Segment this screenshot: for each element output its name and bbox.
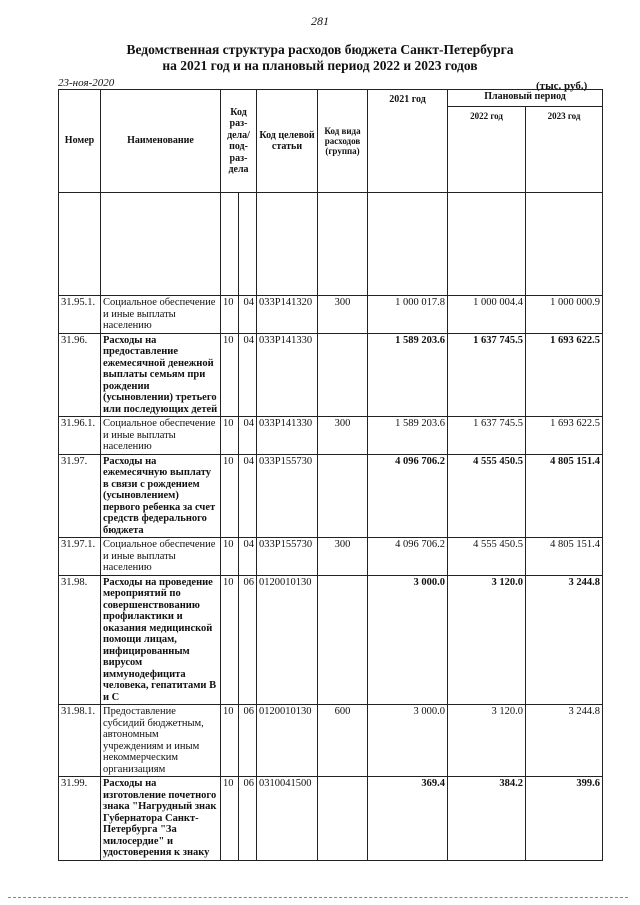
row-amount-2021: 1 589 203.6	[368, 333, 448, 417]
row-target-code: 033P141330	[257, 417, 318, 455]
row-expense-type: 300	[318, 538, 368, 576]
header-section-code: Код раз-дела/ под-раз-дела	[221, 90, 257, 193]
table-row	[59, 538, 603, 576]
row-amount-2023: 3 244.8	[526, 705, 603, 777]
row-subsection-code: 04	[239, 454, 257, 538]
row-name: Расходы на ежемесячную выплату в связи с рождением (усыновлением) первого ребенка за счет средств федерального бюджета	[101, 454, 221, 538]
header-number: Номер	[59, 90, 101, 193]
row-amount-2022: 1 637 745.5	[448, 333, 526, 417]
row-expense-type	[318, 777, 368, 861]
title-line-1: Ведомственная структура расходов бюджета Санкт-Петербурга	[126, 42, 514, 57]
row-section-code: 10	[221, 296, 239, 334]
row-amount-2021: 1 589 203.6	[368, 417, 448, 455]
row-section-code: 10	[221, 777, 239, 861]
title-line-2: на 2021 год и на плановый период 2022 и 2023 годов	[162, 58, 478, 73]
row-expense-type	[318, 575, 368, 705]
row-amount-2023: 1 693 622.5	[526, 333, 603, 417]
row-amount-2021: 4 096 706.2	[368, 538, 448, 576]
row-target-code: 033P141330	[257, 333, 318, 417]
row-name: Расходы на проведение мероприятий по совершенствованию профилактики и оказания медицинской помощи лицам, инфицированным вирусом иммунодефицита человека, гепатитами В и С	[101, 575, 221, 705]
row-amount-2021: 4 096 706.2	[368, 454, 448, 538]
row-amount-2021: 3 000.0	[368, 575, 448, 705]
row-target-code: 0120010130	[257, 705, 318, 777]
table-row	[59, 417, 603, 455]
header-row-1	[59, 90, 603, 107]
row-number: 31.97.1.	[59, 538, 101, 576]
row-amount-2021: 1 000 017.8	[368, 296, 448, 334]
header-plan-period: Плановый период	[448, 90, 603, 107]
header-2021: 2021 год	[368, 90, 448, 193]
table-row	[59, 333, 603, 417]
row-section-code: 10	[221, 705, 239, 777]
row-expense-type: 600	[318, 705, 368, 777]
row-subsection-code: 06	[239, 777, 257, 861]
row-amount-2023: 3 244.8	[526, 575, 603, 705]
row-subsection-code: 04	[239, 333, 257, 417]
row-amount-2022: 1 000 004.4	[448, 296, 526, 334]
header-target-code: Код целевой статьи	[257, 90, 318, 193]
row-number: 31.97.	[59, 454, 101, 538]
row-target-code: 033P141320	[257, 296, 318, 334]
row-number: 31.99.	[59, 777, 101, 861]
table-row	[59, 454, 603, 538]
row-amount-2021: 3 000.0	[368, 705, 448, 777]
header-2022: 2022 год	[448, 107, 526, 193]
row-name: Социальное обеспечение и иные выплаты населению	[101, 417, 221, 455]
row-number: 31.98.	[59, 575, 101, 705]
header-name: Наименование	[101, 90, 221, 193]
row-amount-2023: 399.6	[526, 777, 603, 861]
units-label: (тыс. руб.)	[536, 80, 588, 92]
row-target-code: 0310041500	[257, 777, 318, 861]
table-row	[59, 296, 603, 334]
budget-table	[58, 89, 603, 861]
row-number: 31.95.1.	[59, 296, 101, 334]
table-row	[59, 777, 603, 861]
row-subsection-code: 04	[239, 538, 257, 576]
row-amount-2022: 1 637 745.5	[448, 417, 526, 455]
row-subsection-code: 06	[239, 705, 257, 777]
row-subsection-code: 06	[239, 575, 257, 705]
document-date: 23-ноя-2020	[58, 77, 115, 89]
row-expense-type: 300	[318, 296, 368, 334]
header-expense-type-code: Код вида расходов (группа)	[318, 90, 368, 193]
row-subsection-code: 04	[239, 417, 257, 455]
table-body	[59, 193, 603, 861]
row-number: 31.98.1.	[59, 705, 101, 777]
table-row	[59, 705, 603, 777]
row-amount-2022: 3 120.0	[448, 575, 526, 705]
page-number: 281	[311, 14, 329, 28]
row-amount-2021: 369.4	[368, 777, 448, 861]
row-section-code: 10	[221, 417, 239, 455]
row-target-code: 033P155730	[257, 454, 318, 538]
row-subsection-code: 04	[239, 296, 257, 334]
table-row	[59, 575, 603, 705]
row-name: Предоставление субсидий бюджетным, автономным учреждениям и иным некоммерческим организациям	[101, 705, 221, 777]
row-section-code: 10	[221, 333, 239, 417]
row-amount-2022: 3 120.0	[448, 705, 526, 777]
row-expense-type: 300	[318, 417, 368, 455]
row-name: Расходы на предоставление ежемесячной денежной выплаты семьям при рождении (усыновлении) третьего или последующих детей	[101, 333, 221, 417]
row-amount-2022: 4 555 450.5	[448, 454, 526, 538]
row-amount-2022: 4 555 450.5	[448, 538, 526, 576]
row-section-code: 10	[221, 538, 239, 576]
row-target-code: 033P155730	[257, 538, 318, 576]
row-expense-type	[318, 454, 368, 538]
row-section-code: 10	[221, 575, 239, 705]
row-amount-2023: 4 805 151.4	[526, 454, 603, 538]
row-number: 31.96.1.	[59, 417, 101, 455]
blank-row	[59, 193, 603, 296]
row-name: Социальное обеспечение и иные выплаты населению	[101, 296, 221, 334]
row-amount-2022: 384.2	[448, 777, 526, 861]
row-name: Социальное обеспечение и иные выплаты населению	[101, 538, 221, 576]
header-2023: 2023 год	[526, 107, 603, 193]
document-title	[0, 42, 640, 74]
page-bottom-rule	[8, 897, 628, 898]
row-amount-2023: 4 805 151.4	[526, 538, 603, 576]
row-amount-2023: 1 000 000.9	[526, 296, 603, 334]
row-expense-type	[318, 333, 368, 417]
row-target-code: 0120010130	[257, 575, 318, 705]
row-number: 31.96.	[59, 333, 101, 417]
row-name: Расходы на изготовление почетного знака "Нагрудный знак Губернатора Санкт-Петербурга "За милосердие" и удостоверения к знаку	[101, 777, 221, 861]
row-section-code: 10	[221, 454, 239, 538]
row-amount-2023: 1 693 622.5	[526, 417, 603, 455]
